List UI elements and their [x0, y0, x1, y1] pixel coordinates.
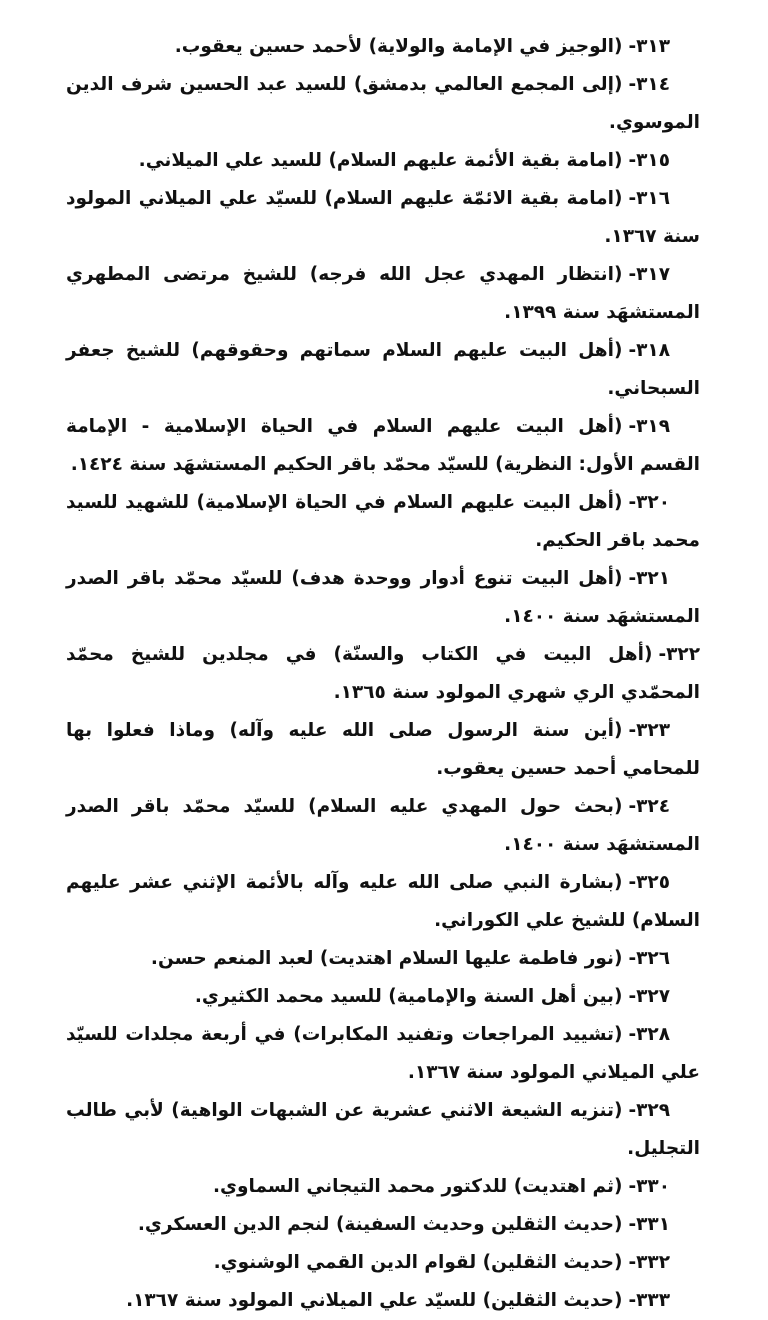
entry-text: (أهل البيت عليهم السلام في الحياة الإسلامية - الإمامة القسم الأول: النظرية) للسيّد محمّد باقر الحكيم المستشهَد سنة ١٤٢٤.	[66, 416, 700, 475]
entry-number: ٣٢٧	[636, 986, 670, 1007]
entry-dash: -	[628, 188, 637, 209]
list-item	[66, 1282, 700, 1320]
entry-number: ٣١٤	[636, 74, 670, 95]
entry-text: (بشارة النبي صلى الله عليه وآله بالأئمة الإثني عشر عليهم السلام) للشيخ علي الكوراني.	[66, 872, 700, 931]
entry-dash: -	[628, 74, 637, 95]
list-item	[66, 1016, 700, 1092]
entry-dash: -	[628, 1100, 637, 1121]
list-item	[66, 28, 700, 66]
list-item	[66, 636, 700, 712]
entry-text: (أين سنة الرسول صلى الله عليه وآله) وماذا فعلوا بها للمحامي أحمد حسين يعقوب.	[66, 720, 700, 779]
entry-dash: -	[628, 36, 637, 57]
entry-number: ٣٢٠	[636, 492, 670, 513]
entry-number: ٣٢١	[636, 568, 670, 589]
entry-text: (حديث الثقلين) لقوام الدين القمي الوشنوي.	[213, 1252, 623, 1273]
entry-text: (ثم اهتديت) للدكتور محمد التيجاني السماوي.	[213, 1176, 623, 1197]
entry-text: (أهل البيت عليهم السلام سماتهم وحقوقهم) للشيخ جعفر السبحاني.	[66, 340, 700, 399]
entry-dash: -	[628, 492, 637, 513]
entry-text: (حديث الثقلين وحديث السفينة) لنجم الدين العسكري.	[137, 1214, 623, 1235]
list-item	[66, 408, 700, 484]
entry-text: (تشييد المراجعات وتفنيد المكابرات) في أربعة مجلدات للسيّد علي الميلاني المولود سنة ١٣٦٧.	[66, 1024, 700, 1083]
entry-text: (أهل البيت تنوع أدوار ووحدة هدف) للسيّد محمّد باقر الصدر المستشهَد سنة ١٤٠٠.	[66, 568, 700, 627]
entry-text: (بين أهل السنة والإمامية) للسيد محمد الكثيري.	[194, 986, 623, 1007]
entry-text: (إلى المجمع العالمي بدمشق) للسيد عبد الحسين شرف الدين الموسوي.	[66, 74, 700, 133]
entry-number: ٣١٣	[636, 36, 670, 57]
entry-text: (نور فاطمة عليها السلام اهتديت) لعبد المنعم حسن.	[150, 948, 623, 969]
entry-dash: -	[628, 264, 637, 285]
entry-dash: -	[628, 1024, 637, 1045]
entry-number: ٣٢٥	[636, 872, 670, 893]
entry-dash: -	[628, 1290, 637, 1311]
entry-text: (امامة بقية الائمّة عليهم السلام) للسيّد علي الميلاني المولود سنة ١٣٦٧.	[66, 188, 700, 247]
entry-number: ٣٢٣	[636, 720, 670, 741]
list-item	[66, 256, 700, 332]
entry-dash: -	[628, 948, 637, 969]
list-item	[66, 978, 700, 1016]
entry-number: ٣٣٠	[636, 1176, 670, 1197]
entry-text: (بحث حول المهدي عليه السلام) للسيّد محمّد باقر الصدر المستشهَد سنة ١٤٠٠.	[66, 796, 700, 855]
entry-dash: -	[658, 644, 667, 665]
entry-number: ٣١٥	[636, 150, 670, 171]
list-item	[66, 1206, 700, 1244]
entry-number: ٣٣١	[636, 1214, 670, 1235]
document-page	[66, 28, 700, 1320]
entry-number: ٣١٧	[636, 264, 670, 285]
entry-dash: -	[628, 340, 637, 361]
list-item	[66, 1168, 700, 1206]
list-item	[66, 1244, 700, 1282]
entry-dash: -	[628, 1214, 637, 1235]
entry-text: (امامة بقية الأئمة عليهم السلام) للسيد علي الميلاني.	[138, 150, 623, 171]
list-item	[66, 332, 700, 408]
entry-dash: -	[628, 568, 637, 589]
entry-number: ٣٢٨	[636, 1024, 670, 1045]
entry-dash: -	[628, 986, 637, 1007]
entry-text: (أهل البيت عليهم السلام في الحياة الإسلامية) للشهيد للسيد محمد باقر الحكيم.	[66, 492, 700, 551]
entry-text: (انتظار المهدي عجل الله فرجه) للشيخ مرتضى المطهري المستشهَد سنة ١٣٩٩.	[66, 264, 700, 323]
entry-text: (أهل البيت في الكتاب والسنّة) في مجلدين للشيخ محمّد المحمّدي الري شهري المولود سنة ١٣٦٥.	[66, 644, 700, 703]
entry-number: ٣١٨	[636, 340, 670, 361]
entry-text: (حديث الثقلين) للسيّد علي الميلاني المولود سنة ١٣٦٧.	[126, 1290, 623, 1311]
list-item	[66, 788, 700, 864]
entry-number: ٣٣٢	[636, 1252, 670, 1273]
entry-text: (تنزيه الشيعة الاثني عشرية عن الشبهات الواهية) لأبي طالب التجليل.	[66, 1100, 700, 1159]
list-item	[66, 484, 700, 560]
entry-number: ٣٢٩	[636, 1100, 670, 1121]
entry-dash: -	[628, 872, 637, 893]
list-item	[66, 560, 700, 636]
entry-dash: -	[628, 1252, 637, 1273]
entry-number: ٣١٩	[636, 416, 670, 437]
entry-dash: -	[628, 150, 637, 171]
entry-number: ٣١٦	[636, 188, 670, 209]
entry-number: ٣٢٤	[636, 796, 670, 817]
entry-dash: -	[628, 1176, 637, 1197]
list-item	[66, 1092, 700, 1168]
list-item	[66, 940, 700, 978]
entry-number: ٣٢٢	[666, 644, 700, 665]
list-item	[66, 142, 700, 180]
entry-text: (الوجيز في الإمامة والولاية) لأحمد حسين يعقوب.	[174, 36, 623, 57]
entry-dash: -	[628, 416, 637, 437]
entry-dash: -	[628, 720, 637, 741]
entry-number: ٣٢٦	[636, 948, 670, 969]
list-item	[66, 66, 700, 142]
entry-dash: -	[628, 796, 637, 817]
entry-number: ٣٣٣	[636, 1290, 670, 1311]
list-item	[66, 712, 700, 788]
list-item	[66, 864, 700, 940]
list-item	[66, 180, 700, 256]
